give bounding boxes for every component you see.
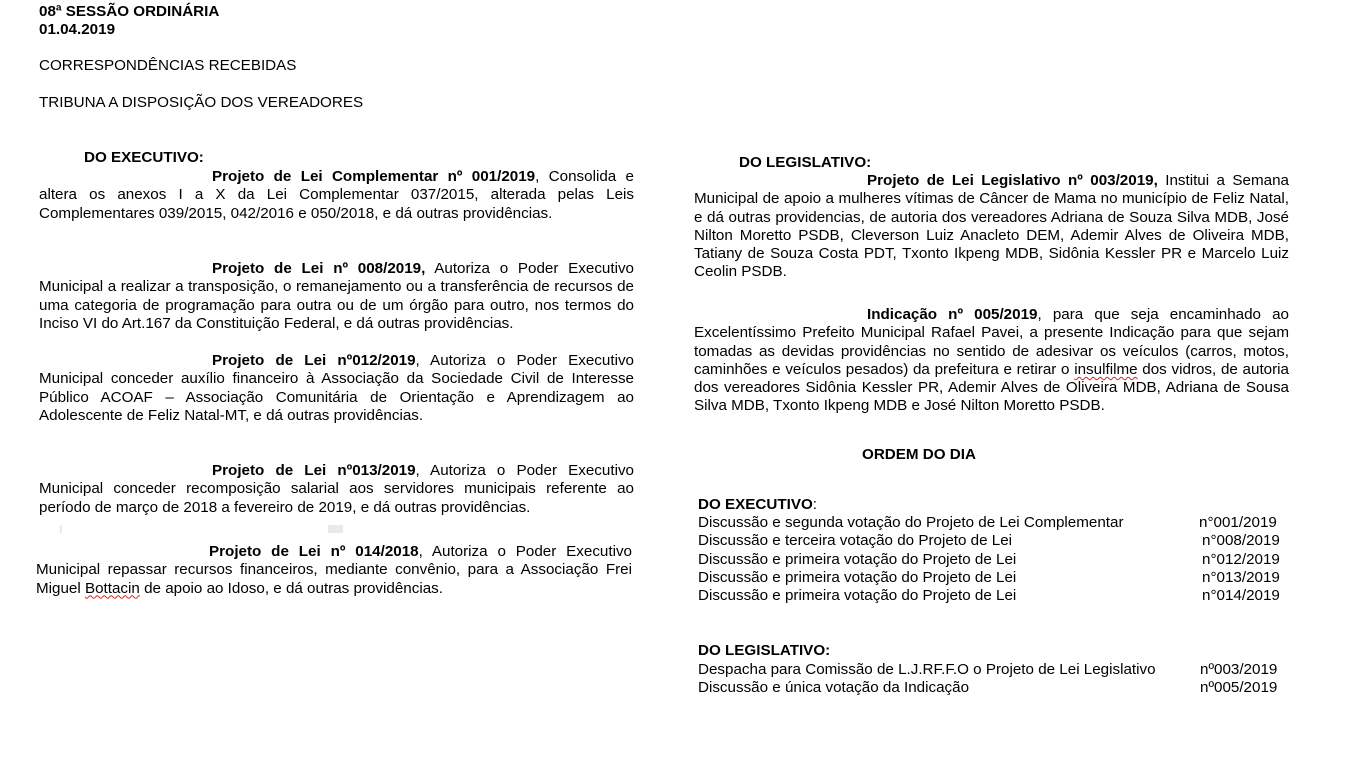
agenda-row-number: n°001/2019 <box>1199 514 1277 531</box>
executive-item-5-marked-word: Bottacin <box>84 579 140 597</box>
legislative-item-2-title: Indicação nº 005/2019 <box>867 306 1038 323</box>
agenda-row-text: Discussão e terceira votação do Projeto de Lei <box>698 532 1013 550</box>
executive-item-5-text-after: de apoio ao Idoso, e dá outras providências. <box>139 579 443 597</box>
executive-item-1-title: Projeto de Lei Complementar nº 001/2019 <box>212 168 536 185</box>
executive-item-3-title: Projeto de Lei nº012/2019 <box>212 352 416 369</box>
agenda-row-text: Discussão e primeira votação do Projeto de Lei <box>698 587 1017 605</box>
executive-item-4-text: , Autoriza o Poder Executivo Municipal conceder recomposição salarial aos servidores municipais referente ao período de março de 2018 a fevereiro de 2019, e dá outras providências. <box>39 462 634 516</box>
session-title: 08ª SESSÃO ORDINÁRIA <box>39 3 220 20</box>
executive-item-1-text: , Consolida e altera os anexos I a X da Lei Complementar 037/2015, alterada pelas Leis Complementares 039/2015, 042/2016 e 050/2018, e dá outras providências. <box>39 168 634 222</box>
agenda-row-text: Discussão e segunda votação do Projeto de Lei Complementar <box>698 514 1124 531</box>
agenda-row-number: n°012/2019 <box>1202 550 1280 568</box>
order-executive-list <box>698 514 1298 606</box>
executive-item-2 <box>39 260 634 333</box>
agenda-row <box>698 514 1277 532</box>
executive-item-4-title: Projeto de Lei nº013/2019 <box>212 462 416 479</box>
executive-item-5 <box>36 543 632 598</box>
agenda-row <box>698 532 1280 550</box>
order-of-day-title: ORDEM DO DIA <box>862 446 976 463</box>
order-executive-heading-text: DO EXECUTIVO <box>698 496 813 513</box>
session-date: 01.04.2019 <box>39 21 116 38</box>
executive-item-5-title: Projeto de Lei nº 014/2018 <box>209 543 419 560</box>
tribune-heading: TRIBUNA A DISPOSIÇÃO DOS VEREADORES <box>39 94 364 111</box>
legislative-item-2-marked-word: insulfilme <box>1074 360 1138 378</box>
agenda-row-number: n°014/2019 <box>1202 587 1280 605</box>
agenda-row-number: nº003/2019 <box>1200 661 1278 678</box>
legislative-item-2 <box>694 306 1289 416</box>
executive-item-2-title: Projeto de Lei nº 008/2019, <box>212 260 426 277</box>
agenda-row-text: Discussão e primeira votação do Projeto de Lei <box>698 550 1017 568</box>
order-legislative-heading: DO LEGISLATIVO: <box>698 642 831 659</box>
legislative-item-1 <box>694 172 1289 282</box>
executive-item-4 <box>39 462 634 517</box>
scan-artifact <box>328 525 343 533</box>
order-legislative-list <box>698 661 1298 699</box>
executive-item-3-text: , Autoriza o Poder Executivo Municipal conceder auxílio financeiro à Associação da Sociedade Civil de Interesse Público ACOAF – Associação Comunitária de Orientação e Aprendizagem ao Adolescente de Feliz Natal-MT, e dá outras providências. <box>39 352 634 424</box>
executive-heading: DO EXECUTIVO: <box>84 149 204 166</box>
order-executive-heading-colon: : <box>812 496 818 513</box>
agenda-row <box>698 661 1278 679</box>
legislative-item-2-text-after: dos vidros, de autoria dos vereadores Sidônia Kessler PR, Ademir Alves de Oliveira MDB, Adriana de Sousa Silva MDB, Txonto Ikpeng MDB e José Nilton Moretto PSDB. <box>694 360 1289 415</box>
executive-item-2-text: Autoriza o Poder Executivo Municipal a realizar a transposição, o remanejamento ou a transferência de recursos de uma categoria de programação para outra ou de um órgão para outro, nos termos do Inciso VI do Art.167 da Constituição Federal, e dá outras providências. <box>39 260 634 332</box>
agenda-row-text: Discussão e primeira votação do Projeto de Lei <box>698 568 1017 586</box>
executive-item-3 <box>39 352 634 425</box>
executive-item-1 <box>39 168 634 223</box>
scan-artifact <box>60 525 62 533</box>
order-executive-heading <box>698 496 817 514</box>
agenda-row-number: nº005/2019 <box>1200 679 1278 697</box>
agenda-row-number: n°013/2019 <box>1202 568 1280 586</box>
legislative-heading: DO LEGISLATIVO: <box>739 154 872 171</box>
agenda-row-number: n°008/2019 <box>1202 532 1280 550</box>
agenda-row-text: Despacha para Comissão de L.J.RF.F.O o Projeto de Lei Legislativo <box>698 661 1156 678</box>
legislative-item-2-text-before: , para que seja encaminhado ao Excelentíssimo Prefeito Municipal Rafael Pavei, a presente Indicação para que sejam tomadas as devidas providências no sentido de adesivar os veículos (carros, motos, caminhões e veículos pesados) da prefeitura e retirar o <box>694 306 1289 378</box>
agenda-row <box>698 550 1280 569</box>
executive-item-5-text-before: , Autoriza o Poder Executivo Municipal repassar recursos financeiros, mediante convênio, para a Associação Frei Miguel <box>36 543 632 597</box>
agenda-row <box>698 587 1280 605</box>
agenda-row-text: Discussão e única votação da Indicação <box>698 679 970 697</box>
legislative-item-1-text: Institui a Semana Municipal de apoio a mulheres vítimas de Câncer de Mama no município de Feliz Natal, e dá outras providencias, de autoria dos vereadores Adriana de Souza Silva MDB, José Nilton Moretto PSDB, Cleverson Luiz Anacleto DEM, Ademir Alves de Oliveira MDB, Tatiany de Souza Costa PDT, Txonto Ikpeng MDB, Sidônia Kessler PR e Marcelo Luiz Ceolin PSDB. <box>694 172 1289 281</box>
legislative-item-1-title: Projeto de Lei Legislativo nº 003/2019, <box>867 172 1158 189</box>
agenda-row <box>698 679 1278 697</box>
correspondence-heading: CORRESPONDÊNCIAS RECEBIDAS <box>39 57 297 74</box>
agenda-row <box>698 568 1280 587</box>
